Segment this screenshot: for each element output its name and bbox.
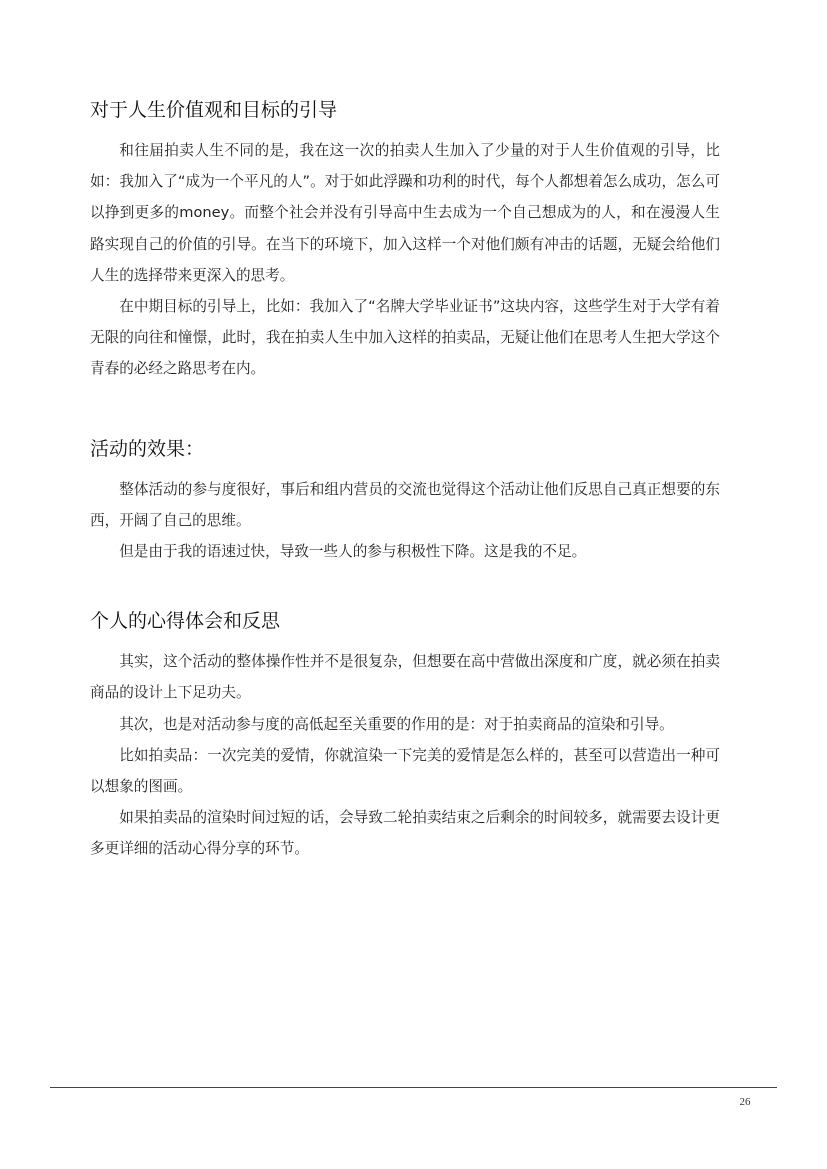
- paragraph: 其次，也是对活动参与度的高低起至关重要的作用的是：对于拍卖商品的渲染和引导。: [119, 715, 674, 733]
- paragraph: 其实，这个活动的整体操作性并不是很复杂，但想要在高中营做出深度和广度，就必须在拍卖商品的设计上下足功夫。: [90, 653, 720, 702]
- paragraph: 在中期目标的引导上，比如：我加入了“名牌大学毕业证书”这块内容，这些学生对于大学有着无限的向往和憧憬，此时，我在拍卖人生中加入这样的拍卖品，无疑让他们在思考人生把大学这个青春的必经之路思考在内。: [90, 298, 720, 378]
- paragraph: 和往届拍卖人生不同的是，我在这一次的拍卖人生加入了少量的对于人生价值观的引导，比如：我加入了“成为一个平凡的人”。对于如此浮躁和功利的时代，每个人都想着怎么成功，怎么可以挣到更多的money。而整个社会并没有引导高中生去成为一个自己想成为的人，和在漫漫人生路实现自己的价值的引导。在当下的环境下，加入这样一个对他们颇有冲击的话题，无疑会给他们人生的选择带来更深入的思考。: [90, 142, 720, 284]
- paragraph: 但是由于我的语速过快，导致一些人的参与积极性下降。这是我的不足。: [119, 543, 587, 561]
- page-content: [90, 96, 720, 865]
- section-activity-effect: [90, 435, 720, 568]
- paragraph: 如果拍卖品的渲染时间过短的话，会导致二轮拍卖结束之后剩余的时间较多，就需要去设计更多更详细的活动心得分享的环节。: [90, 809, 720, 858]
- footer-divider: [50, 1087, 777, 1088]
- section-heading: 个人的心得体会和反思: [90, 610, 281, 633]
- page-number: 26: [739, 1096, 751, 1108]
- paragraph: 整体活动的参与度很好，事后和组内营员的交流也觉得这个活动让他们反思自己真正想要的东西，开阔了自己的思维。: [90, 480, 720, 529]
- section-heading: 活动的效果：: [90, 437, 205, 460]
- section-heading: 对于人生价值观和目标的引导: [90, 99, 338, 121]
- section-reflection: [90, 607, 720, 864]
- section-value-guidance: [90, 96, 720, 385]
- paragraph: 比如拍卖品：一次完美的爱情，你就渲染一下完美的爱情是怎么样的，甚至可以营造出一种可以想象的图画。: [90, 746, 720, 796]
